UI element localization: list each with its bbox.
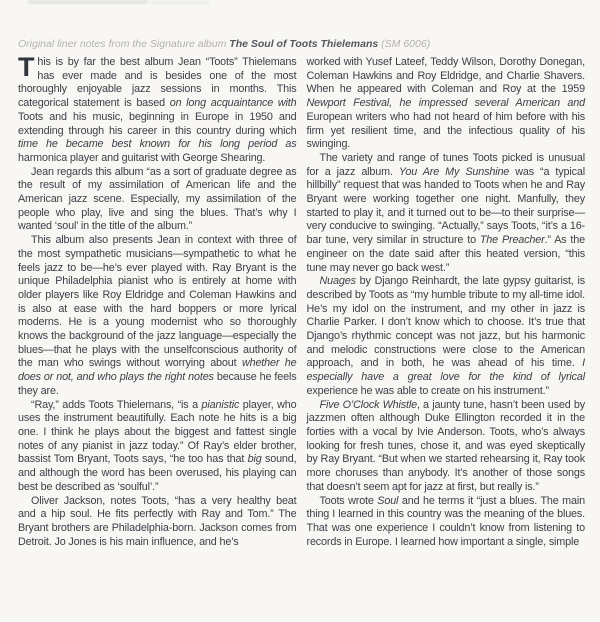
body-text: sound, and although the word has been overused, his playing can best be described as ‘soulful’.” [18, 453, 297, 493]
emphasized-text: You Are My Sunshine [398, 165, 510, 178]
paragraph [307, 56, 586, 152]
paragraph [18, 399, 297, 495]
body-text: and he terms it “just a blues. The main thing I learned in this country was the meaning of the blues. That was one experience I couldn’t know from listening to records in Europe. I learned how important a single, simple [306, 494, 585, 548]
paragraph [307, 495, 586, 550]
body-text: by Django Reinhardt, the late gypsy guitarist, is described by Toots as “my humble tribute to my all-time idol. He’s my idol on the instrument, and my other in jazz is Charlie Parker. I don’t know which to choose. It’s true that Django’s rhythmic concept was not jazz, but his harmonic and melodic constructions were close to the American approach, and in both, he was ahead of his time. [306, 275, 585, 370]
album-title: The Soul of Toots Thielemans [229, 38, 379, 50]
body-text: .” As the engineer on the date said after this heated version, “this tune may never go back west.” [306, 234, 585, 274]
body-text: experience he was able to create on his instrument.” [306, 384, 549, 397]
body-text: Oliver Jackson, notes Toots, “has a very healthy beat and a hip soul. He fits perfectly with Ray and Tom.” The Bryant brothers are Philadelphia-born. Jackson comes from Detroit. Jo Jones is his main influence, and he’s [18, 494, 297, 548]
paragraph [18, 495, 297, 550]
emphasized-text: The Preacher [479, 234, 545, 247]
paragraph [18, 234, 297, 398]
body-text: because he feels they are. [18, 371, 297, 397]
emphasized-text: pianistic [201, 398, 240, 411]
paragraph [18, 166, 297, 235]
paragraph [307, 275, 586, 398]
body-text: Toots and his music, beginning in Europe in 1950 and extending through his career in this country during which [18, 110, 297, 137]
paragraph [307, 399, 586, 495]
scan-edge-artifact [28, 0, 148, 4]
body-text: harmonica player and guitarist with George Shearing. [18, 151, 266, 164]
drop-cap: T [18, 52, 35, 82]
header-catalog-number: (SM 6006) [378, 38, 431, 50]
body-text: his is by far the best album Jean “Toots” Thielemans has ever made and is besides one of the most thoroughly enjoyable jazz sessions in months. This categorical statement is based [18, 56, 297, 110]
body-text: player, who uses the instrument beautifully. Each note he hits is a big one. I think he plays about the biggest and fattest single notes of any pianist in jazz today.” Of Ray’s elder brother, bassist Tom Bryant, Toots says, “he too has that [18, 398, 297, 466]
emphasized-text: I especially have a great love for the kind of lyrical [306, 357, 585, 384]
emphasized-text: Nuages [319, 275, 356, 288]
body-text: European writers who had not heard of him before with his firm yet resilient time, and the infectious quality of his swinging. [306, 110, 585, 151]
body-text: “Ray,” adds Toots Thielemans, “is a [31, 398, 202, 411]
body-text: was “a typical hillbilly” request that was handed to Toots when he and Ray Bryant were working together one night. Manfully, they started to play it, and it turned out to be—to their surprise—very conducive to swinging. “Actually,” says Toots, “it’s a 16-bar tune, very similar in structure to [306, 165, 585, 247]
emphasized-text: on long acquaintance with [169, 97, 297, 110]
article-body [18, 52, 585, 549]
paragraph [18, 52, 297, 166]
body-text: worked with Yusef Lateef, Teddy Wilson, Dorothy Donegan, Coleman Hawkins and Roy Eldridge, and Charlie Shavers. When he appeared with Coleman and Roy at the 1959 [306, 56, 585, 96]
left-column [18, 52, 297, 549]
body-text: The variety and range of tunes Toots picked is unusual for a jazz album. [306, 151, 585, 178]
header-prefix: Original liner notes from the Signature album [18, 38, 230, 50]
body-text: Jean regards this album “as a sort of graduate degree as the result of my assimilation of American life and the American jazz scene. Especially, my assimilation of the people who play, live and sing the blues. That’s why I wanted ‘soul’ in the title of the album.” [18, 165, 297, 233]
right-column [307, 56, 586, 549]
scan-edge-artifact-secondary [150, 1, 210, 4]
emphasized-text: time he became best known for his long period as [18, 138, 297, 151]
body-text: This album also presents Jean in context with three of the most sympathetic musicians—sympathetic to what he feels jazz to be—he’s ever played with. Ray Bryant is the unique Philadelphia pianist who is entirely at home with older players like Roy Eldridge and Coleman Hawkins and is also at ease with the hard boppers or more lyrical moderns. He is a young modernist who so thoroughly knows the background of the jazz language—especially the blues—that he plays with the unselfconscious authority of the man who swings without worrying about [18, 234, 297, 370]
paragraph [307, 152, 586, 275]
liner-notes-header [18, 38, 586, 50]
emphasized-text: big [247, 453, 262, 466]
emphasized-text: whether he does or not, and who plays the right notes [18, 357, 297, 384]
emphasized-text: Newport Festival, he impressed several American and [306, 97, 585, 110]
body-text: Toots wrote [319, 494, 378, 507]
emphasized-text: Five O’Clock Whistle [319, 398, 417, 411]
body-text: , a jaunty tune, hasn’t been used by jazzmen often although Duke Ellington recorded it in the forties with a vocal by Ivie Anderson. Toots, who’s always looking for fresh tunes, chose it, and was eyed skeptically by Ray Bryant. “But when we started rehearsing it, Ray took more choruses than anybody. It’s another of those songs that doesn’t seem apt for jazz at first, but really is.” [306, 398, 585, 493]
emphasized-text: Soul [377, 494, 399, 507]
